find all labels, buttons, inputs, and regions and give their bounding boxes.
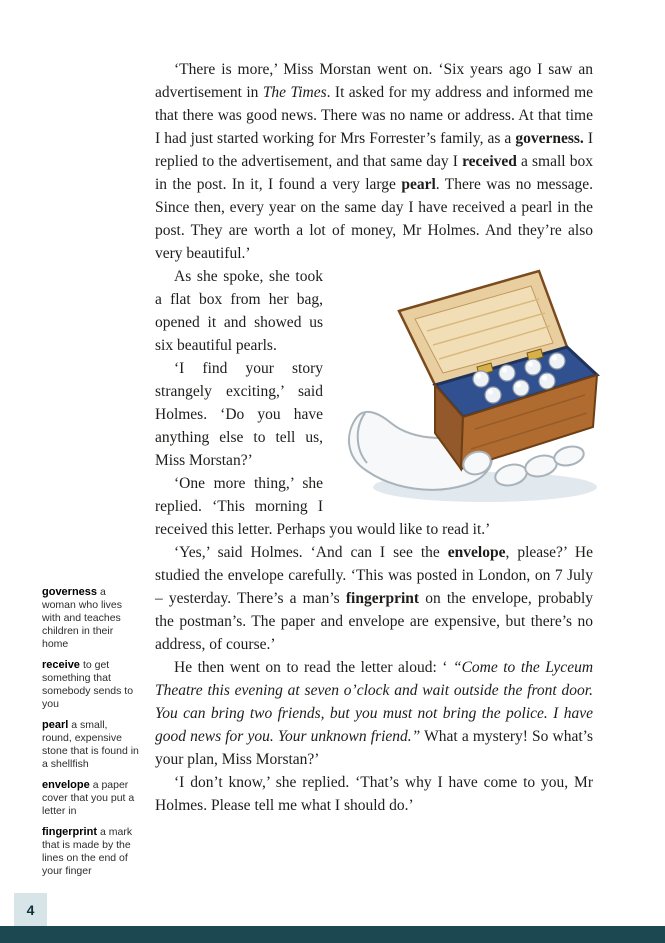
- text-run: “Come to the Lyceum Theatre this evening at seven o’clock and wait outside the front door. You can bring two friends, but you must not bring the police. I have good news for you. Your unknown friend.”: [155, 659, 594, 745]
- pearl-box-illustration: [335, 267, 617, 513]
- glossary-entry: [42, 779, 139, 818]
- text-run: ‘There is more,’ Miss Morstan went on. ‘Six years ago I saw an advertisement in: [155, 61, 593, 101]
- text-run: He then went on to read the letter aloud: ‘: [174, 659, 453, 676]
- glossary-entry: [42, 719, 139, 771]
- main-text: [155, 58, 593, 817]
- text-run: on the envelope, probably the postman’s. The paper and envelope are expensive, but there’s no address, of course.’: [155, 590, 593, 653]
- paragraph: [155, 541, 593, 656]
- text-run: The Times: [262, 84, 327, 101]
- glossary-definition: a mark that is made by the lines on the end of your finger: [42, 826, 133, 877]
- glossary-term: governess: [42, 586, 98, 598]
- text-run: pearl: [401, 176, 436, 193]
- text-run: envelope: [447, 544, 506, 561]
- glossary-term: envelope: [42, 779, 90, 791]
- paragraph: [155, 656, 593, 771]
- footer-bar: [0, 926, 665, 943]
- text-run: . There was no message. Since then, every year on the same day I have received a pearl in the post. They are worth a lot of money, Mr Holmes. And they’re also very beautiful.’: [155, 176, 593, 262]
- glossary-entry: [42, 826, 139, 878]
- text-run: I replied to the advertisement, and that same day I: [155, 130, 593, 170]
- glossary-definition: a small, round, expensive stone that is found in a shellfish: [42, 719, 139, 770]
- text-run: fingerprint: [345, 590, 420, 607]
- text-run: governess.: [515, 130, 584, 147]
- glossary-term: receive: [42, 659, 80, 671]
- text-run: ‘I find your story strangely exciting,’ said Holmes. ‘Do you have anything else to tell us, Miss Morstan?’: [155, 360, 323, 469]
- pearl-box-illustration-svg: [335, 267, 617, 513]
- glossary-entry: [42, 659, 139, 711]
- glossary-sidebar: [42, 586, 139, 886]
- text-run: ‘One more thing,’ she replied. ‘This morning I received this letter. Perhaps you would like to read it.’: [155, 475, 491, 538]
- text-run: . It asked for my address and informed me that there was good news. There was no name or address. At that time I had just started working for Mrs Forrester’s family, as a: [155, 84, 594, 147]
- text-run: ‘I don’t know,’ she replied. ‘That’s why I have come to you, Mr Holmes. Please tell me what I should do.’: [155, 774, 593, 814]
- glossary-entry: [42, 586, 139, 651]
- glossary-term: fingerprint: [42, 826, 97, 838]
- page-number: 4: [14, 893, 47, 926]
- glossary-term: pearl: [42, 719, 69, 731]
- glossary-definition: to get something that somebody sends to you: [42, 659, 134, 710]
- glossary-definition: a woman who lives with and teaches children in their home: [42, 586, 122, 650]
- text-run: , please?’ He studied the envelope carefully. ‘This was posted in London, on 7 July – yesterday. There’s a man’s: [155, 544, 593, 607]
- text-run: a small box in the post. In it, I found a very large: [155, 153, 593, 193]
- text-run: As she spoke, she took a flat box from her bag, opened it and showed us six beautiful pearls.: [155, 268, 323, 354]
- text-run: received: [462, 153, 517, 170]
- paragraph: [155, 771, 593, 817]
- paragraph: [155, 58, 593, 265]
- glossary-definition: a paper cover that you put a letter in: [42, 779, 135, 817]
- text-run: ‘Yes,’ said Holmes. ‘And can I see the: [174, 544, 448, 561]
- text-run: What a mystery! So what’s your plan, Miss Morstan?’: [155, 728, 594, 768]
